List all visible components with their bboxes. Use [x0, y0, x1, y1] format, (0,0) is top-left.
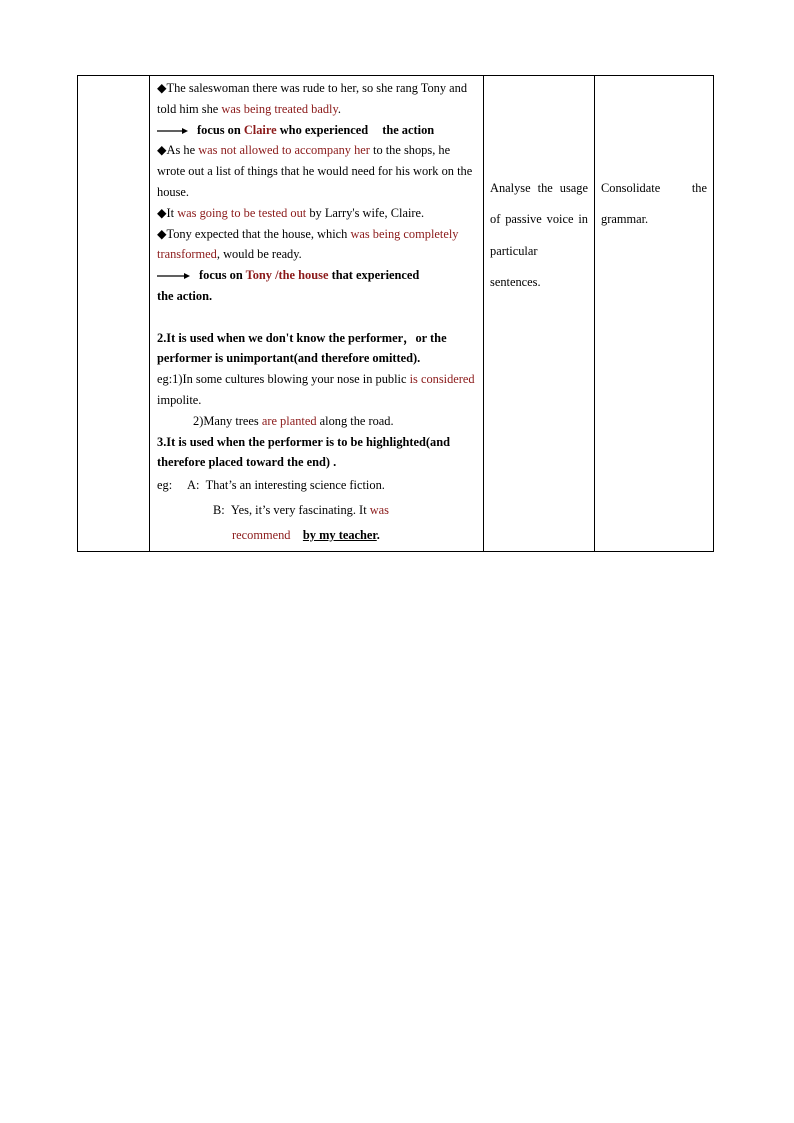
goal-text: Consolidate the grammar. — [601, 181, 707, 227]
stage-cell — [78, 76, 150, 552]
bullet-sentence-4: ◆Tony expected that the house, which was being completely transformed, would be ready. — [157, 226, 459, 262]
table-row — [78, 76, 714, 552]
passive-highlight: was not allowed to accompany her — [198, 143, 370, 158]
focus-line-2: focus on Tony /the house that experienced the action. — [157, 268, 420, 303]
diamond-bullet-icon: ◆ — [157, 81, 167, 95]
passive-highlight: are planted — [261, 413, 317, 428]
rule-heading-2: 2.It is used when we don't know the performer，or the performer is unimportant(and therefore omitted). — [157, 330, 447, 366]
diamond-bullet-icon: ◆ — [157, 143, 167, 158]
diamond-bullet-icon: ◆ — [157, 205, 167, 220]
bullet-sentence-1: ◆The saleswoman there was rude to her, so she rang Tony and told him she was being treated badly. — [157, 81, 468, 116]
goal-cell — [595, 76, 714, 552]
performer-underline: by my teacher — [302, 528, 377, 543]
diamond-bullet-icon: ◆ — [157, 226, 167, 241]
example-1: eg:1)In some cultures blowing your nose in public is considered impolite. — [157, 372, 475, 407]
passive-highlight: was being treated badly — [221, 101, 338, 116]
rule-heading-3: 3.It is used when the performer is to be highlighted(and therefore placed toward the end) . — [157, 434, 451, 470]
bullet-sentence-2: ◆As he was not allowed to accompany her to the shops, he wrote out a list of things that he would need for his work on the house. — [157, 143, 473, 199]
example-2: 2)Many trees are planted along the road. — [193, 413, 394, 428]
bullet-sentence-3: ◆It was going to be tested out by Larry's wife, Claire. — [157, 205, 425, 220]
content-cell — [150, 76, 484, 552]
passive-highlight: recommend — [232, 528, 291, 543]
dialog-line-b-cont: recommend by my teacher. — [232, 528, 380, 543]
passive-highlight: is considered — [409, 372, 475, 387]
passive-highlight: was — [369, 503, 390, 518]
dialog-line-b: B: Yes, it’s very fascinating. It was — [213, 503, 390, 518]
passive-highlight: was being completely transformed — [157, 226, 459, 262]
purpose-cell — [484, 76, 595, 552]
dialog-line-a: eg: A: That’s an interesting science fiction. — [157, 478, 385, 493]
arrow-right-icon — [157, 127, 189, 135]
lesson-plan-table — [77, 75, 714, 552]
arrow-right-icon — [157, 272, 191, 280]
passive-highlight: was going to be tested out — [177, 205, 307, 220]
focus-line-1: focus on Claire who experienced the action — [157, 120, 476, 141]
purpose-text: Analyse the usage of passive voice in particular sentences. — [490, 181, 588, 289]
